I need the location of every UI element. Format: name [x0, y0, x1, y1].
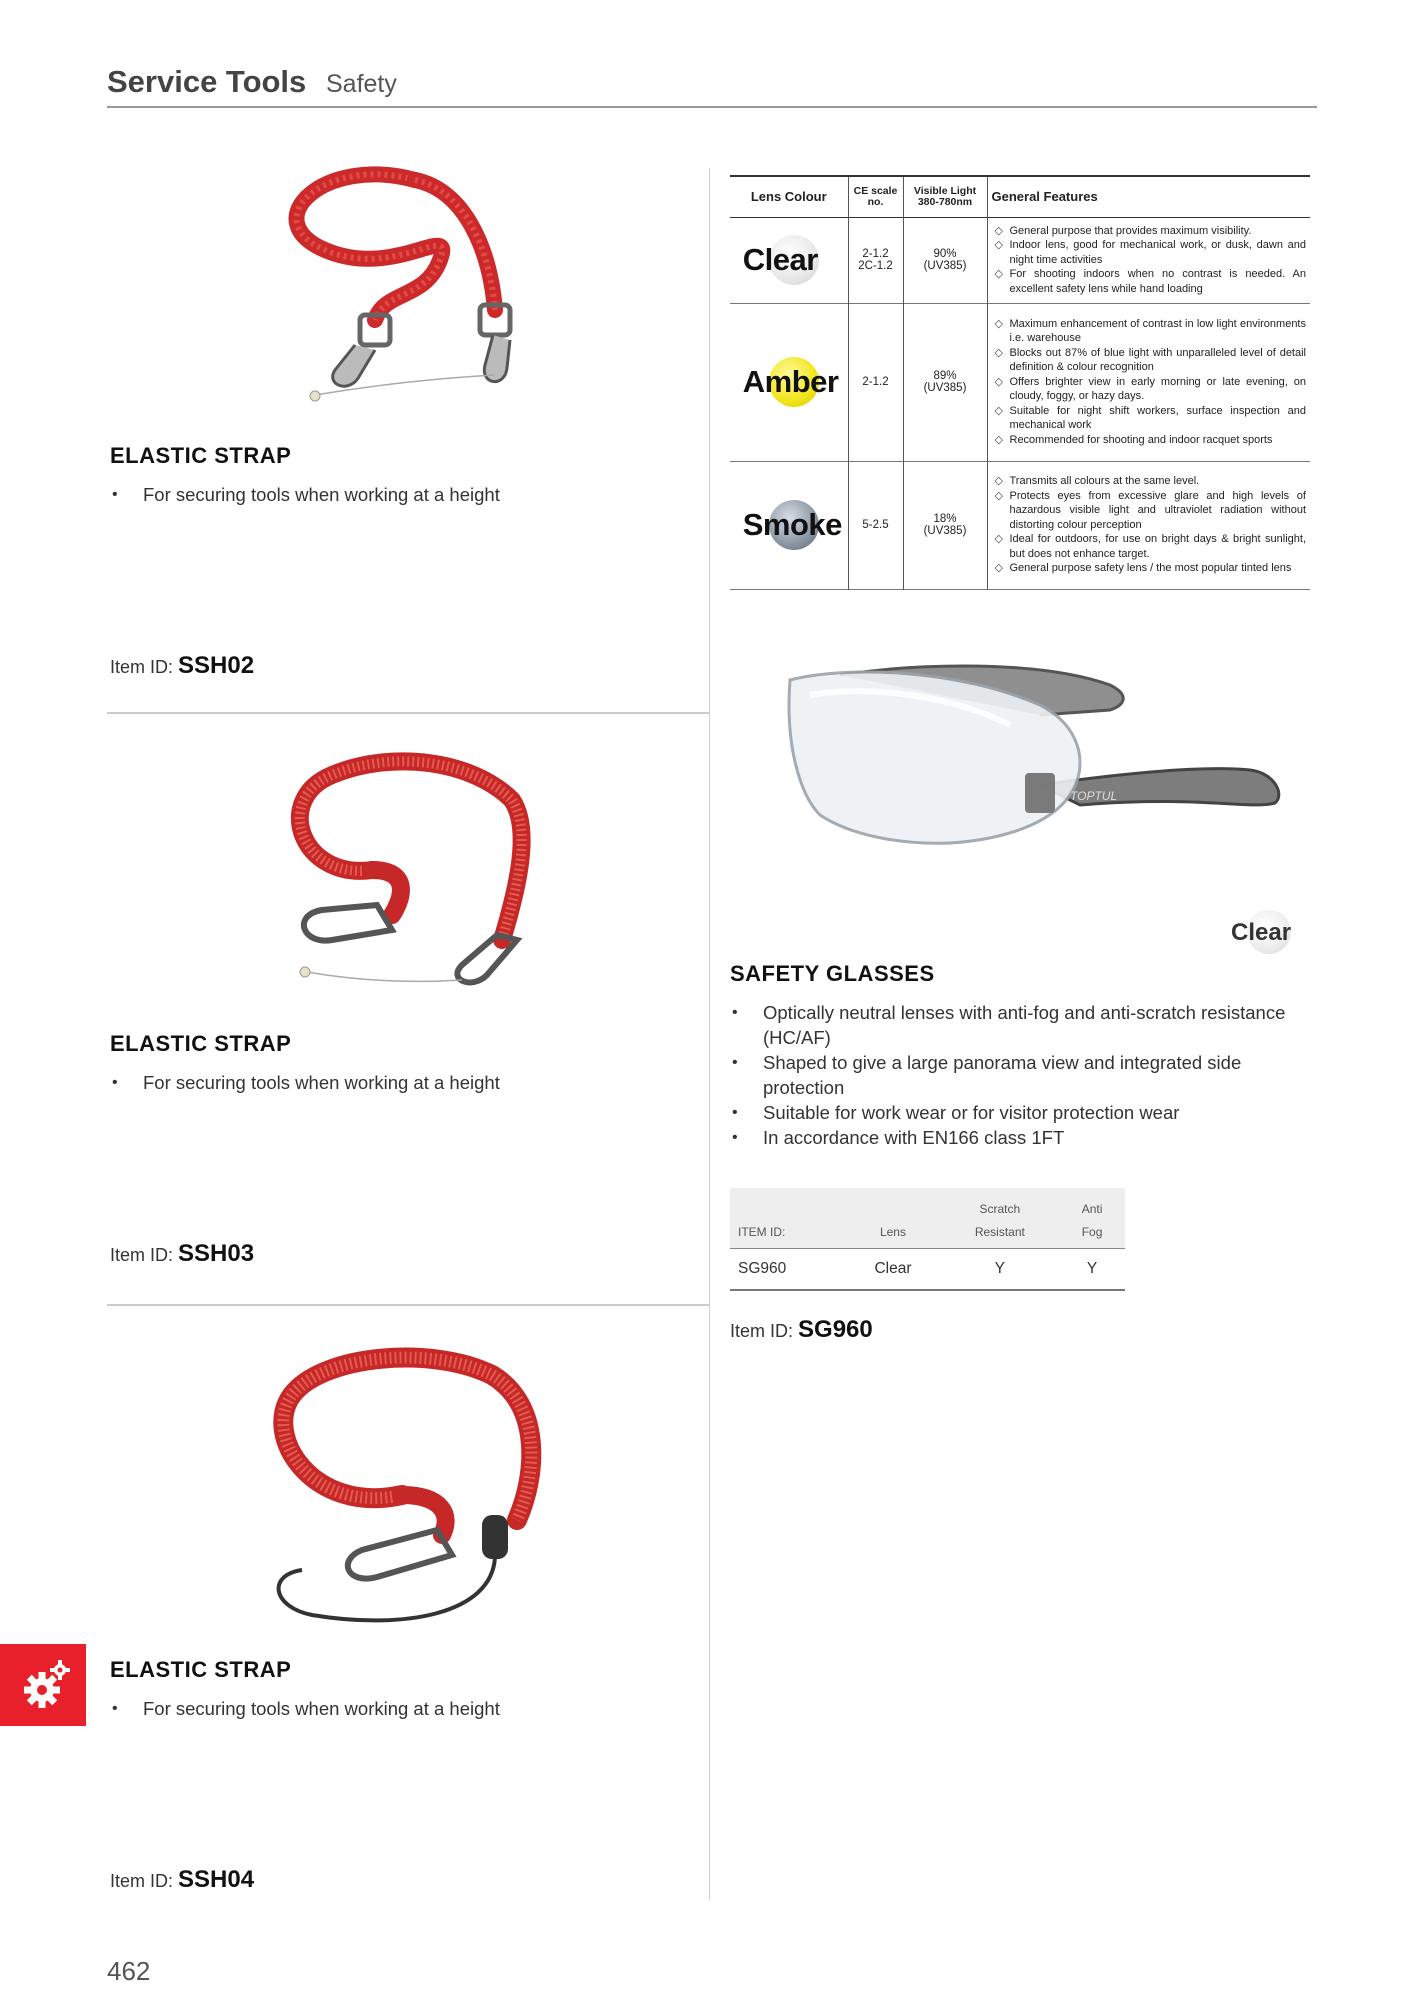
item-id-value: SSH03 — [178, 1240, 255, 1267]
ce-scale: 2-1.2 2C-1.2 — [848, 217, 903, 303]
visible-light: 89% (UV385) — [903, 303, 987, 461]
feature-item: ◇ Ideal for outdoors, for use on bright days & bright sunlight, but does not enhance target. — [992, 532, 1307, 561]
spec-header: Anti Fog — [1081, 1202, 1103, 1239]
item-id-value: SSH04 — [178, 1866, 255, 1893]
lens-table-header: General Features — [991, 189, 1098, 205]
item-id-label: Item ID: — [110, 1871, 174, 1891]
spec-cell: Y — [1086, 1260, 1098, 1277]
product-bullets — [730, 1000, 1310, 1150]
product-bullet: • Optically neutral lenses with anti-fog and anti-scratch resistance (HC/AF) — [730, 1000, 1310, 1050]
elastic-strap-image — [265, 160, 545, 410]
section-tab[interactable] — [0, 1644, 86, 1726]
spec-table — [730, 1188, 1125, 1291]
product-title: ELASTIC STRAP — [110, 1657, 292, 1682]
lens-name: Smoke — [742, 507, 842, 542]
product-title: ELASTIC STRAP — [110, 1031, 292, 1056]
feature-item: ◇ Protects eyes from excessive glare and high levels of hazardous visible light and ultraviolet radiation without distorting colour perception — [992, 489, 1307, 533]
item-id-line — [110, 652, 254, 680]
item-id-value: SG960 — [798, 1316, 873, 1343]
item-id-label: Item ID: — [110, 657, 174, 677]
item-id-line — [110, 1240, 254, 1268]
product-bullet: • Shaped to give a large panorama view and integrated side protection — [730, 1050, 1310, 1100]
feature-item: ◇ Suitable for night shift workers, surface inspection and mechanical work — [992, 404, 1307, 433]
lens-name: Clear — [1231, 919, 1292, 946]
spec-cell: SG960 — [738, 1260, 787, 1277]
spec-header: Scratch Resistant — [974, 1202, 1025, 1239]
lens-name: Amber — [742, 364, 839, 399]
header-rule — [107, 106, 1317, 108]
product-bullet: • For securing tools when working at a height — [110, 1070, 670, 1095]
visible-light: 90% (UV385) — [903, 217, 987, 303]
product-title: SAFETY GLASSES — [730, 961, 935, 986]
lens-row — [730, 217, 1310, 303]
feature-item: ◇ General purpose that provides maximum visibility. — [992, 224, 1307, 239]
product-divider — [107, 712, 709, 714]
feature-item: ◇ Blocks out 87% of blue light with unparalleled level of detail definition & colour recognition — [992, 346, 1307, 375]
spec-cell: Y — [994, 1260, 1006, 1277]
lens-name: Clear — [742, 242, 818, 277]
clear-lens-label — [1225, 910, 1315, 960]
ce-scale: 5-2.5 — [848, 461, 903, 589]
product-bullets — [110, 1696, 670, 1721]
feature-item: ◇ For shooting indoors when no contrast is needed. An excellent safety lens while hand loading — [992, 267, 1307, 296]
feature-item: ◇ General purpose safety lens / the most popular tinted lens — [992, 561, 1307, 576]
product-bullets — [110, 1070, 670, 1095]
safety-glasses-image — [780, 655, 1300, 900]
section-title: Service Tools — [107, 64, 307, 99]
page-number: 462 — [107, 1956, 151, 1986]
feature-item: ◇ Maximum enhancement of contrast in low light environments i.e. warehouse — [992, 317, 1307, 346]
spec-header: Lens — [879, 1225, 906, 1239]
amber-lens-swatch — [739, 352, 839, 412]
clear-lens-swatch — [739, 230, 839, 290]
product-bullet: • For securing tools when working at a height — [110, 482, 670, 507]
feature-list — [992, 224, 1307, 297]
product-bullets — [110, 482, 670, 507]
lens-colour-table — [730, 175, 1310, 590]
product-divider — [107, 1304, 709, 1306]
item-id-line — [730, 1316, 873, 1344]
item-id-value: SSH02 — [178, 652, 255, 679]
spec-header: ITEM ID: — [738, 1225, 786, 1239]
glasses-brand-mark: TOPTUL — [1070, 789, 1118, 803]
item-id-line — [110, 1866, 254, 1894]
feature-list — [992, 317, 1307, 448]
lens-row — [730, 303, 1310, 461]
product-bullet: • For securing tools when working at a height — [110, 1696, 670, 1721]
feature-item: ◇ Recommended for shooting and indoor racquet sports — [992, 433, 1307, 448]
lens-row — [730, 461, 1310, 589]
section-subtitle: Safety — [326, 70, 397, 98]
column-divider — [709, 168, 710, 1900]
product-bullet: • In accordance with EN166 class 1FT — [730, 1125, 1310, 1150]
smoke-lens-swatch — [739, 495, 842, 555]
product-title: ELASTIC STRAP — [110, 443, 292, 468]
feature-list — [992, 474, 1307, 576]
lens-table-header: Lens Colour — [730, 176, 848, 217]
feature-item: ◇ Indoor lens, good for mechanical work, or dusk, dawn and night time activities — [992, 238, 1307, 267]
feature-item: ◇ Offers brighter view in early morning or late evening, on cloudy, foggy, or hazy days. — [992, 375, 1307, 404]
lens-table-header: Visible Light 380-780nm — [903, 176, 987, 217]
elastic-strap-image — [262, 740, 542, 990]
lens-table-header: CE scale no. — [848, 176, 903, 217]
table-row — [730, 1249, 1125, 1291]
elastic-strap-image — [252, 1345, 552, 1635]
gears-icon — [0, 1644, 86, 1726]
feature-item: ◇ Transmits all colours at the same level. — [992, 474, 1307, 489]
visible-light: 18% (UV385) — [903, 461, 987, 589]
product-bullet: • Suitable for work wear or for visitor protection wear — [730, 1100, 1310, 1125]
ce-scale: 2-1.2 — [848, 303, 903, 461]
item-id-label: Item ID: — [110, 1245, 174, 1265]
spec-cell: Clear — [874, 1260, 912, 1277]
item-id-label: Item ID: — [730, 1321, 794, 1341]
